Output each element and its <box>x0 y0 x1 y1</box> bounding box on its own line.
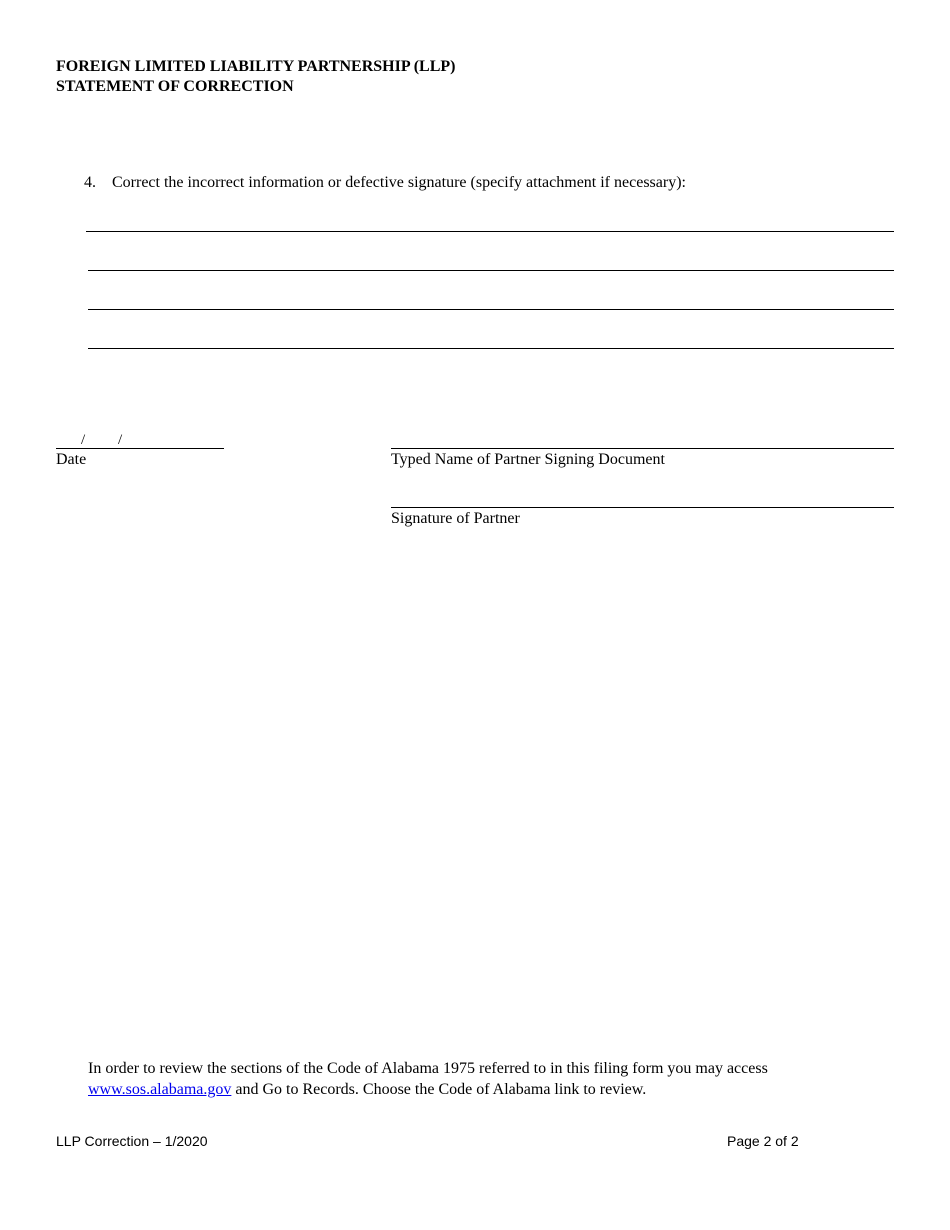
correction-line-1[interactable] <box>86 231 894 232</box>
item-4-number: 4. <box>84 174 96 191</box>
correction-line-4[interactable] <box>88 348 894 349</box>
form-header <box>56 57 456 97</box>
item-4-text: Correct the incorrect information or defective signature (specify attachment if necessary): <box>112 174 686 191</box>
typed-name-line[interactable] <box>391 448 894 449</box>
form-revision-id: LLP Correction – 1/2020 <box>56 1133 208 1149</box>
typed-name-label: Typed Name of Partner Signing Document <box>391 451 665 468</box>
code-of-alabama-notice <box>88 1058 848 1100</box>
date-field-line[interactable] <box>56 448 224 449</box>
form-title: FOREIGN LIMITED LIABILITY PARTNERSHIP (LLP) <box>56 58 456 75</box>
date-slash-1: / <box>81 432 86 448</box>
notice-text: In order to review the sections of the Code of Alabama 1975 referred to in this filing form you may access <box>88 1060 768 1077</box>
correction-line-2[interactable] <box>88 270 894 271</box>
signature-label: Signature of Partner <box>391 510 520 527</box>
notice-text-after: and Go to Records. Choose the Code of Alabama link to review. <box>231 1081 647 1098</box>
form-subtitle: STATEMENT OF CORRECTION <box>56 78 294 95</box>
correction-line-3[interactable] <box>88 309 894 310</box>
page-number: Page 2 of 2 <box>727 1133 799 1149</box>
date-label: Date <box>56 451 87 468</box>
signature-line[interactable] <box>391 507 894 508</box>
item-4 <box>84 174 686 192</box>
date-slash-2: / <box>118 432 123 448</box>
sos-alabama-link[interactable]: www.sos.alabama.gov <box>88 1081 232 1098</box>
